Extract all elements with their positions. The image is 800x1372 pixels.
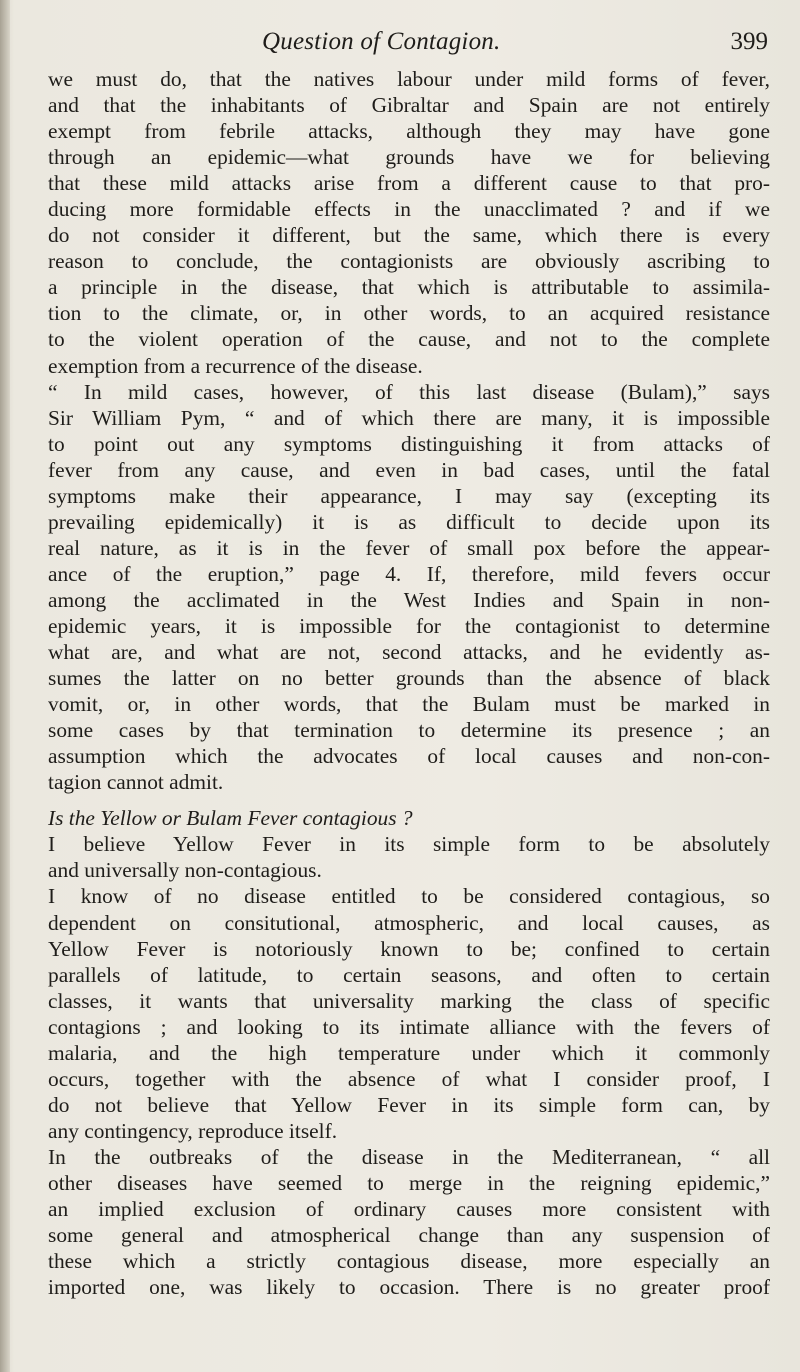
page-number: 399 [730, 28, 768, 55]
text-line: what are, and what are not, second attacks, and he evidently as- [48, 640, 770, 665]
text-line: prevailing epidemically) it is as difficult to decide upon its [48, 509, 770, 534]
text-line: real nature, as it is in the fever of small pox before the appear- [48, 535, 770, 560]
text-line: these which a strictly contagious disease, more especially an [48, 1249, 770, 1274]
text-line: I believe Yellow Fever in its simple form to be absolutely [48, 832, 770, 857]
text-line: symptoms make their appearance, I may say (excepting its [48, 483, 770, 508]
text-line: sumes the latter on no better grounds than the absence of black [48, 666, 770, 691]
text-line: contagions ; and looking to its intimate alliance with the fevers of [48, 1014, 770, 1039]
text-line: a principle in the disease, that which is attributable to assimila- [48, 275, 770, 300]
paragraph-5 [48, 1144, 770, 1300]
text-line: imported one, was likely to occasion. There is no greater proof [48, 1275, 770, 1300]
text-line: some cases by that termination to determine its presence ; an [48, 718, 770, 743]
text-line: through an epidemic—what grounds have we for believing [48, 145, 770, 170]
text-line: any contingency, reproduce itself. [48, 1118, 338, 1143]
text-line: among the acclimated in the West Indies and Spain in non- [48, 587, 770, 612]
text-line: In the outbreaks of the disease in the Mediterranean, “ all [48, 1144, 770, 1169]
running-head: Question of Contagion. [262, 28, 501, 55]
text-line: classes, it wants that universality marking the class of specific [48, 988, 770, 1013]
text-line: and universally non-contagious. [48, 858, 322, 883]
body-text [48, 66, 770, 1300]
text-line: occurs, together with the absence of what I consider proof, I [48, 1066, 770, 1091]
text-line: do not consider it different, but the same, which there is every [48, 223, 770, 248]
text-line: to point out any symptoms distinguishing it from attacks of [48, 431, 770, 456]
paragraph-2 [48, 379, 770, 796]
text-line: to the violent operation of the cause, and not to the complete [48, 327, 770, 352]
text-line: ducing more formidable effects in the unacclimated ? and if we [48, 197, 770, 222]
text-line: exemption from a recurrence of the disease. [48, 353, 423, 378]
text-line: Sir William Pym, “ and of which there are many, it is impossible [48, 405, 770, 430]
text-line: and that the inhabitants of Gibraltar and Spain are not entirely [48, 93, 770, 118]
text-line: Yellow Fever is notoriously known to be; confined to certain [48, 936, 770, 961]
text-line: reason to conclude, the contagionists are obviously ascribing to [48, 249, 770, 274]
text-line: ance of the eruption,” page 4. If, therefore, mild fevers occur [48, 561, 770, 586]
text-line: tion to the climate, or, in other words, to an acquired resistance [48, 301, 770, 326]
text-line: fever from any cause, and even in bad cases, until the fatal [48, 457, 770, 482]
paragraph-3 [48, 831, 770, 883]
text-line: vomit, or, in other words, that the Bulam must be marked in [48, 692, 770, 717]
text-line: assumption which the advocates of local causes and non-con- [48, 744, 770, 769]
text-line: other diseases have seemed to merge in the reigning epidemic,” [48, 1170, 770, 1195]
paragraph-1 [48, 66, 770, 379]
paragraph-4 [48, 883, 770, 1143]
text-line: parallels of latitude, to certain seasons, and often to certain [48, 962, 770, 987]
text-line: do not believe that Yellow Fever in its simple form can, by [48, 1092, 770, 1117]
text-line: “ In mild cases, however, of this last disease (Bulam),” says [48, 379, 770, 404]
section-heading: Is the Yellow or Bulam Fever contagious ? [48, 806, 413, 831]
text-line: I know of no disease entitled to be considered contagious, so [48, 884, 770, 909]
text-line: dependent on consitutional, atmospheric, and local causes, as [48, 910, 770, 935]
text-line: an implied exclusion of ordinary causes more consistent with [48, 1197, 770, 1222]
text-line: some general and atmospherical change than any suspension of [48, 1223, 770, 1248]
text-line: epidemic years, it is impossible for the contagionist to determine [48, 613, 770, 638]
page-header [48, 22, 768, 58]
text-line: malaria, and the high temperature under which it commonly [48, 1040, 770, 1065]
page-gutter [0, 0, 10, 1372]
text-line: we must do, that the natives labour under mild forms of fever, [48, 67, 770, 91]
text-line: that these mild attacks arise from a different cause to that pro- [48, 171, 770, 196]
text-line: tagion cannot admit. [48, 770, 224, 795]
text-line: exempt from febrile attacks, although they may have gone [48, 119, 770, 144]
